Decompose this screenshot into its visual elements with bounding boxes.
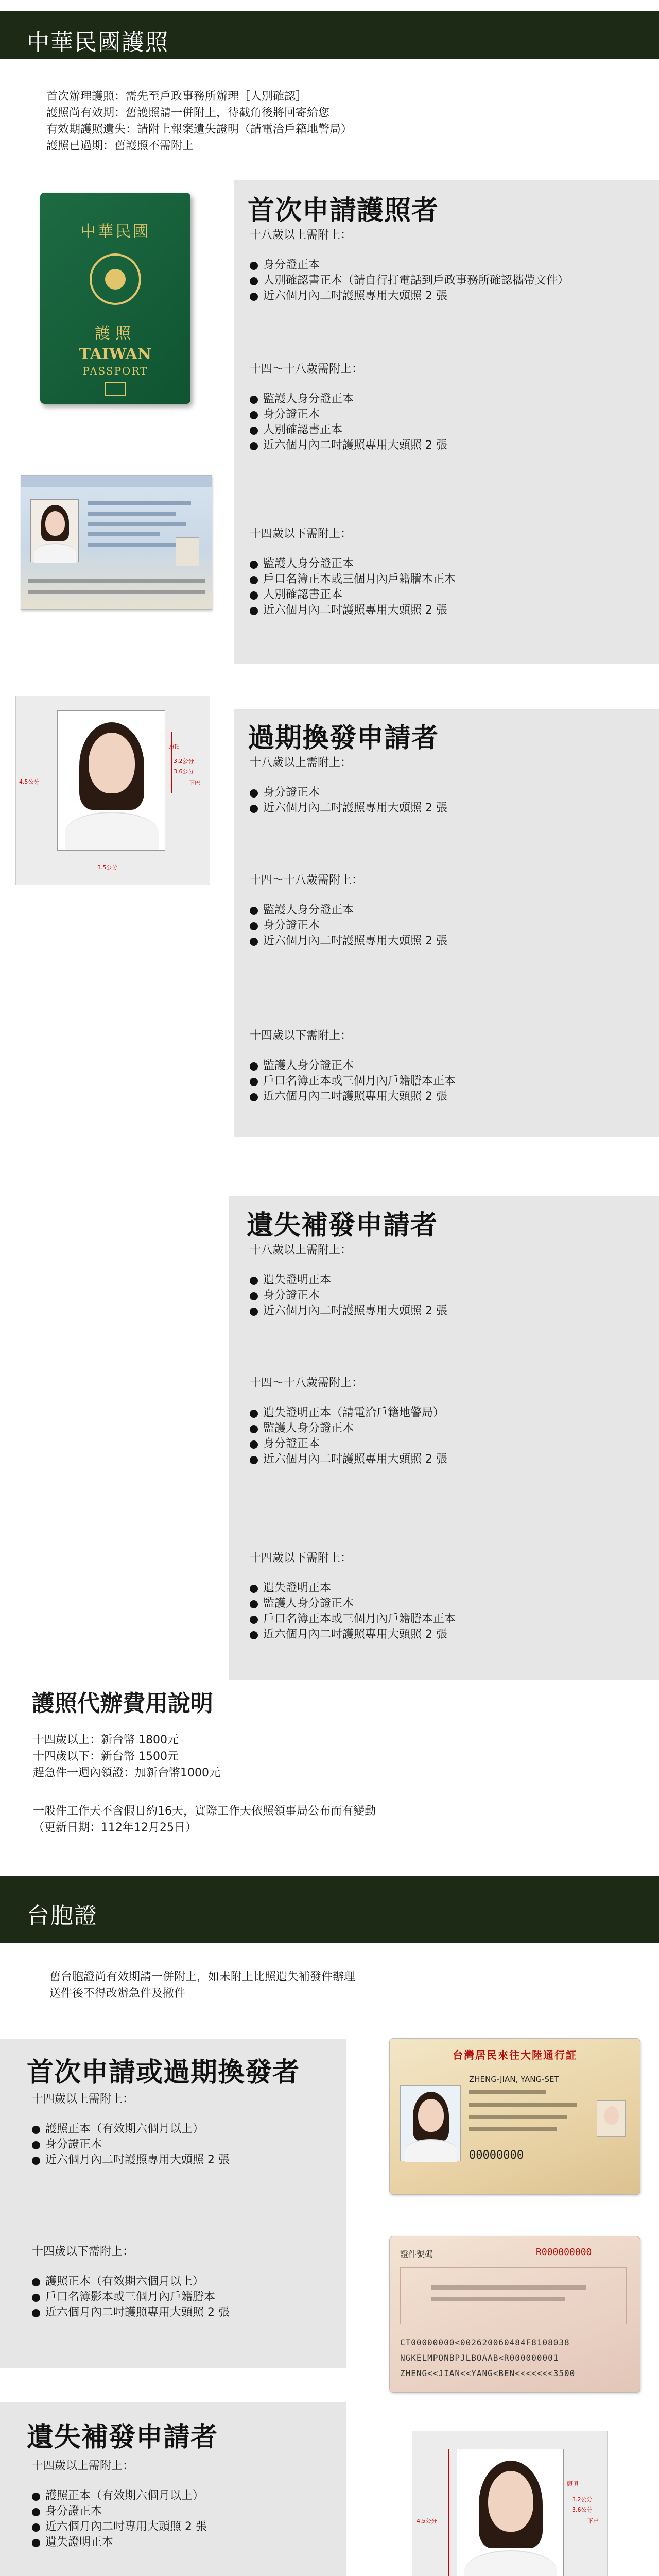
requirement-item: 戶口名簿正本或三個月內戶籍謄本正本 bbox=[250, 1074, 456, 1089]
passport-banner-title: 中華民國護照 bbox=[27, 29, 169, 56]
requirement-item: 身分證正本 bbox=[250, 1288, 447, 1303]
requirement-item: 近六個月內二吋護照專用大頭照 2 張 bbox=[250, 1627, 456, 1642]
photo-width-label: 3.5公分 bbox=[97, 864, 118, 871]
requirement-item: 監護人身分證正本 bbox=[250, 1421, 447, 1436]
group-label: 十四～十八歲需附上： bbox=[250, 874, 363, 887]
group-label: 十四歲以下需附上： bbox=[250, 1552, 352, 1565]
card-back-number: R000000000 bbox=[536, 2247, 592, 2258]
fee-line: 十四歲以上：新台幣 1800元 bbox=[33, 1734, 179, 1747]
section-title: 過期換發申請者 bbox=[248, 723, 439, 754]
requirement-item: 遺失證明正本 bbox=[250, 1273, 447, 1288]
requirement-item: 監護人身分證正本 bbox=[250, 1596, 456, 1612]
requirement-item: 身分證正本 bbox=[250, 785, 447, 801]
photo-chin-label: 下巴 bbox=[189, 779, 200, 786]
requirement-item: 遺失證明正本 bbox=[32, 2535, 207, 2550]
photo-face-label: 3.2公分 bbox=[174, 758, 194, 765]
section-title: 遺失補發申請者 bbox=[247, 1210, 438, 1241]
requirement-item: 監護人身分證正本 bbox=[250, 903, 447, 918]
photo-height-label: 4.5公分 bbox=[417, 2518, 437, 2524]
requirement-item: 身分證正本 bbox=[32, 2137, 230, 2153]
card-name: ZHENG-JIAN, YANG-SET bbox=[469, 2075, 559, 2084]
requirement-item: 身分證正本 bbox=[32, 2504, 207, 2519]
taibao-banner-title: 台胞證 bbox=[27, 1903, 98, 1929]
card-mrz-line: CT00000000<002620060484F8108038 bbox=[400, 2337, 570, 2347]
group-label: 十四～十八歲需附上： bbox=[250, 1377, 363, 1389]
fee-line: 趕急件一週內領證：加新台幣1000元 bbox=[33, 1767, 220, 1780]
group-label: 十四歲以下需附上： bbox=[250, 1029, 352, 1042]
group-label: 十四歲以上需附上： bbox=[32, 2460, 134, 2472]
passport-note: 護照尚有效期：舊護照請一併附上，待截角後將回寄給您 bbox=[46, 107, 330, 120]
group-label: 十八歲以上需附上： bbox=[250, 229, 352, 242]
requirement-item: 戶口名簿影本或三個月內戶籍謄本 bbox=[32, 2290, 230, 2305]
requirement-item: 監護人身分證正本 bbox=[250, 556, 456, 572]
cover-taiwan: TAIWAN bbox=[79, 345, 152, 363]
group-label: 十四歲以下需附上： bbox=[250, 528, 352, 540]
requirement-item: 身分證正本 bbox=[250, 918, 447, 934]
photo-top-label: 頭頂 bbox=[168, 743, 180, 750]
taibao-note: 舊台胞證尚有效期請一併附上，如未附上比照遺失補發件辦理 bbox=[49, 1971, 356, 1984]
requirement-item: 戶口名簿正本或三個月內戶籍謄本正本 bbox=[250, 1612, 456, 1627]
fee-footnote-line: （更新日期：112年12月25日） bbox=[33, 1821, 197, 1834]
card-mrz-line: NGKELMPONBPJLBOAAB<R000000001 bbox=[400, 2353, 559, 2363]
taibao-note: 送件後不得改辦急件及撤件 bbox=[49, 1987, 186, 2000]
photo-face-label: 3.2公分 bbox=[572, 2496, 593, 2503]
requirement-item: 近六個月內二吋護照專用大頭照 2 張 bbox=[250, 934, 447, 949]
card-back-label: 證件號碼 bbox=[400, 2249, 433, 2259]
group-label: 十八歲以上需附上： bbox=[250, 756, 352, 769]
requirement-item: 近六個月內二吋護照專用大頭照 2 張 bbox=[32, 2305, 230, 2320]
requirement-item: 人別確認書正本 bbox=[250, 422, 447, 438]
requirement-item: 身分證正本 bbox=[250, 1436, 447, 1452]
requirement-item: 監護人身分證正本 bbox=[250, 1058, 456, 1074]
passport-note: 首次辦理護照：需先至戶政事務所辦理［人別確認］ bbox=[46, 90, 307, 103]
requirement-item: 護照正本（有效期六個月以上） bbox=[32, 2488, 207, 2504]
section-title: 遺失補發申請者 bbox=[27, 2422, 218, 2453]
card-number: 00000000 bbox=[469, 2149, 524, 2162]
photo-chin-label: 下巴 bbox=[587, 2518, 599, 2524]
requirement-item: 近六個月內二吋護照專用大頭照 2 張 bbox=[32, 2153, 230, 2168]
requirement-item: 近六個月內二吋護照專用大頭照 2 張 bbox=[250, 438, 447, 453]
requirement-item: 護照正本（有效期六個月以上） bbox=[32, 2274, 230, 2290]
group-label: 十四～十八歲需附上： bbox=[250, 363, 363, 376]
requirement-item: 遺失證明正本 bbox=[250, 1581, 456, 1596]
cover-passport-zh: 護照 bbox=[95, 325, 136, 343]
requirement-item: 近六個月內二吋護照專用大頭照 2 張 bbox=[250, 1303, 447, 1319]
requirement-item: 戶口名簿正本或三個月內戶籍謄本正本 bbox=[250, 572, 456, 587]
requirement-item: 身分證正本 bbox=[250, 258, 569, 273]
photo-top-label: 頭頂 bbox=[567, 2481, 578, 2487]
requirement-item: 近六個月內二吋護照專用大頭照 2 張 bbox=[250, 289, 569, 304]
requirement-item: 近六個月內二吋護照專用大頭照 2 張 bbox=[250, 801, 447, 816]
photo-face2-label: 3.6公分 bbox=[572, 2506, 593, 2513]
passport-fee-title: 護照代辦費用說明 bbox=[32, 1690, 213, 1717]
requirement-item: 人別確認書正本 bbox=[250, 587, 456, 603]
requirement-item: 近六個月內二吋護照專用大頭照 2 張 bbox=[250, 1089, 456, 1105]
requirement-item: 護照正本（有效期六個月以上） bbox=[32, 2122, 230, 2137]
card-mrz-line: ZHENG<<JIAN<<YANG<BEN<<<<<<<3500 bbox=[400, 2368, 576, 2378]
group-label: 十四歲以上需附上： bbox=[32, 2093, 134, 2106]
cover-passport-en: PASSPORT bbox=[82, 365, 148, 377]
group-label: 十八歲以上需附上： bbox=[250, 1244, 352, 1257]
section-title: 首次申請或過期換發者 bbox=[27, 2057, 300, 2088]
photo-face2-label: 3.6公分 bbox=[174, 768, 194, 775]
requirement-item: 近六個月內二吋護照專用大頭照 2 張 bbox=[250, 1452, 447, 1467]
requirement-item: 人別確認書正本（請自行打電話到戶政事務所確認攜帶文件） bbox=[250, 273, 569, 289]
requirement-item: 近六個月內二吋護照專用大頭照 2 張 bbox=[250, 603, 456, 618]
passport-note: 有效期護照遺失：請附上報案遺失證明（請電洽戶籍地警局） bbox=[46, 123, 353, 136]
requirement-item: 近六個月內二吋專用大頭照 2 張 bbox=[32, 2519, 207, 2535]
group-label: 十四歲以下需附上： bbox=[32, 2245, 134, 2258]
requirement-item: 監護人身分證正本 bbox=[250, 392, 447, 407]
requirement-item: 遺失證明正本（請電洽戶籍地警局） bbox=[250, 1405, 447, 1421]
section-title: 首次申請護照者 bbox=[248, 195, 439, 226]
requirement-item: 身分證正本 bbox=[250, 407, 447, 422]
passport-note: 護照已過期：舊護照不需附上 bbox=[46, 140, 194, 152]
fee-footnote-line: 一般件工作天不含假日約16天，實際工作天依照領事局公布而有變動 bbox=[33, 1805, 376, 1818]
cover-country: 中華民國 bbox=[80, 223, 150, 241]
photo-height-label: 4.5公分 bbox=[19, 778, 40, 785]
card-title: 台灣居民來往大陸通行証 bbox=[453, 2049, 577, 2061]
fee-line: 十四歲以下：新台幣 1500元 bbox=[33, 1750, 179, 1763]
